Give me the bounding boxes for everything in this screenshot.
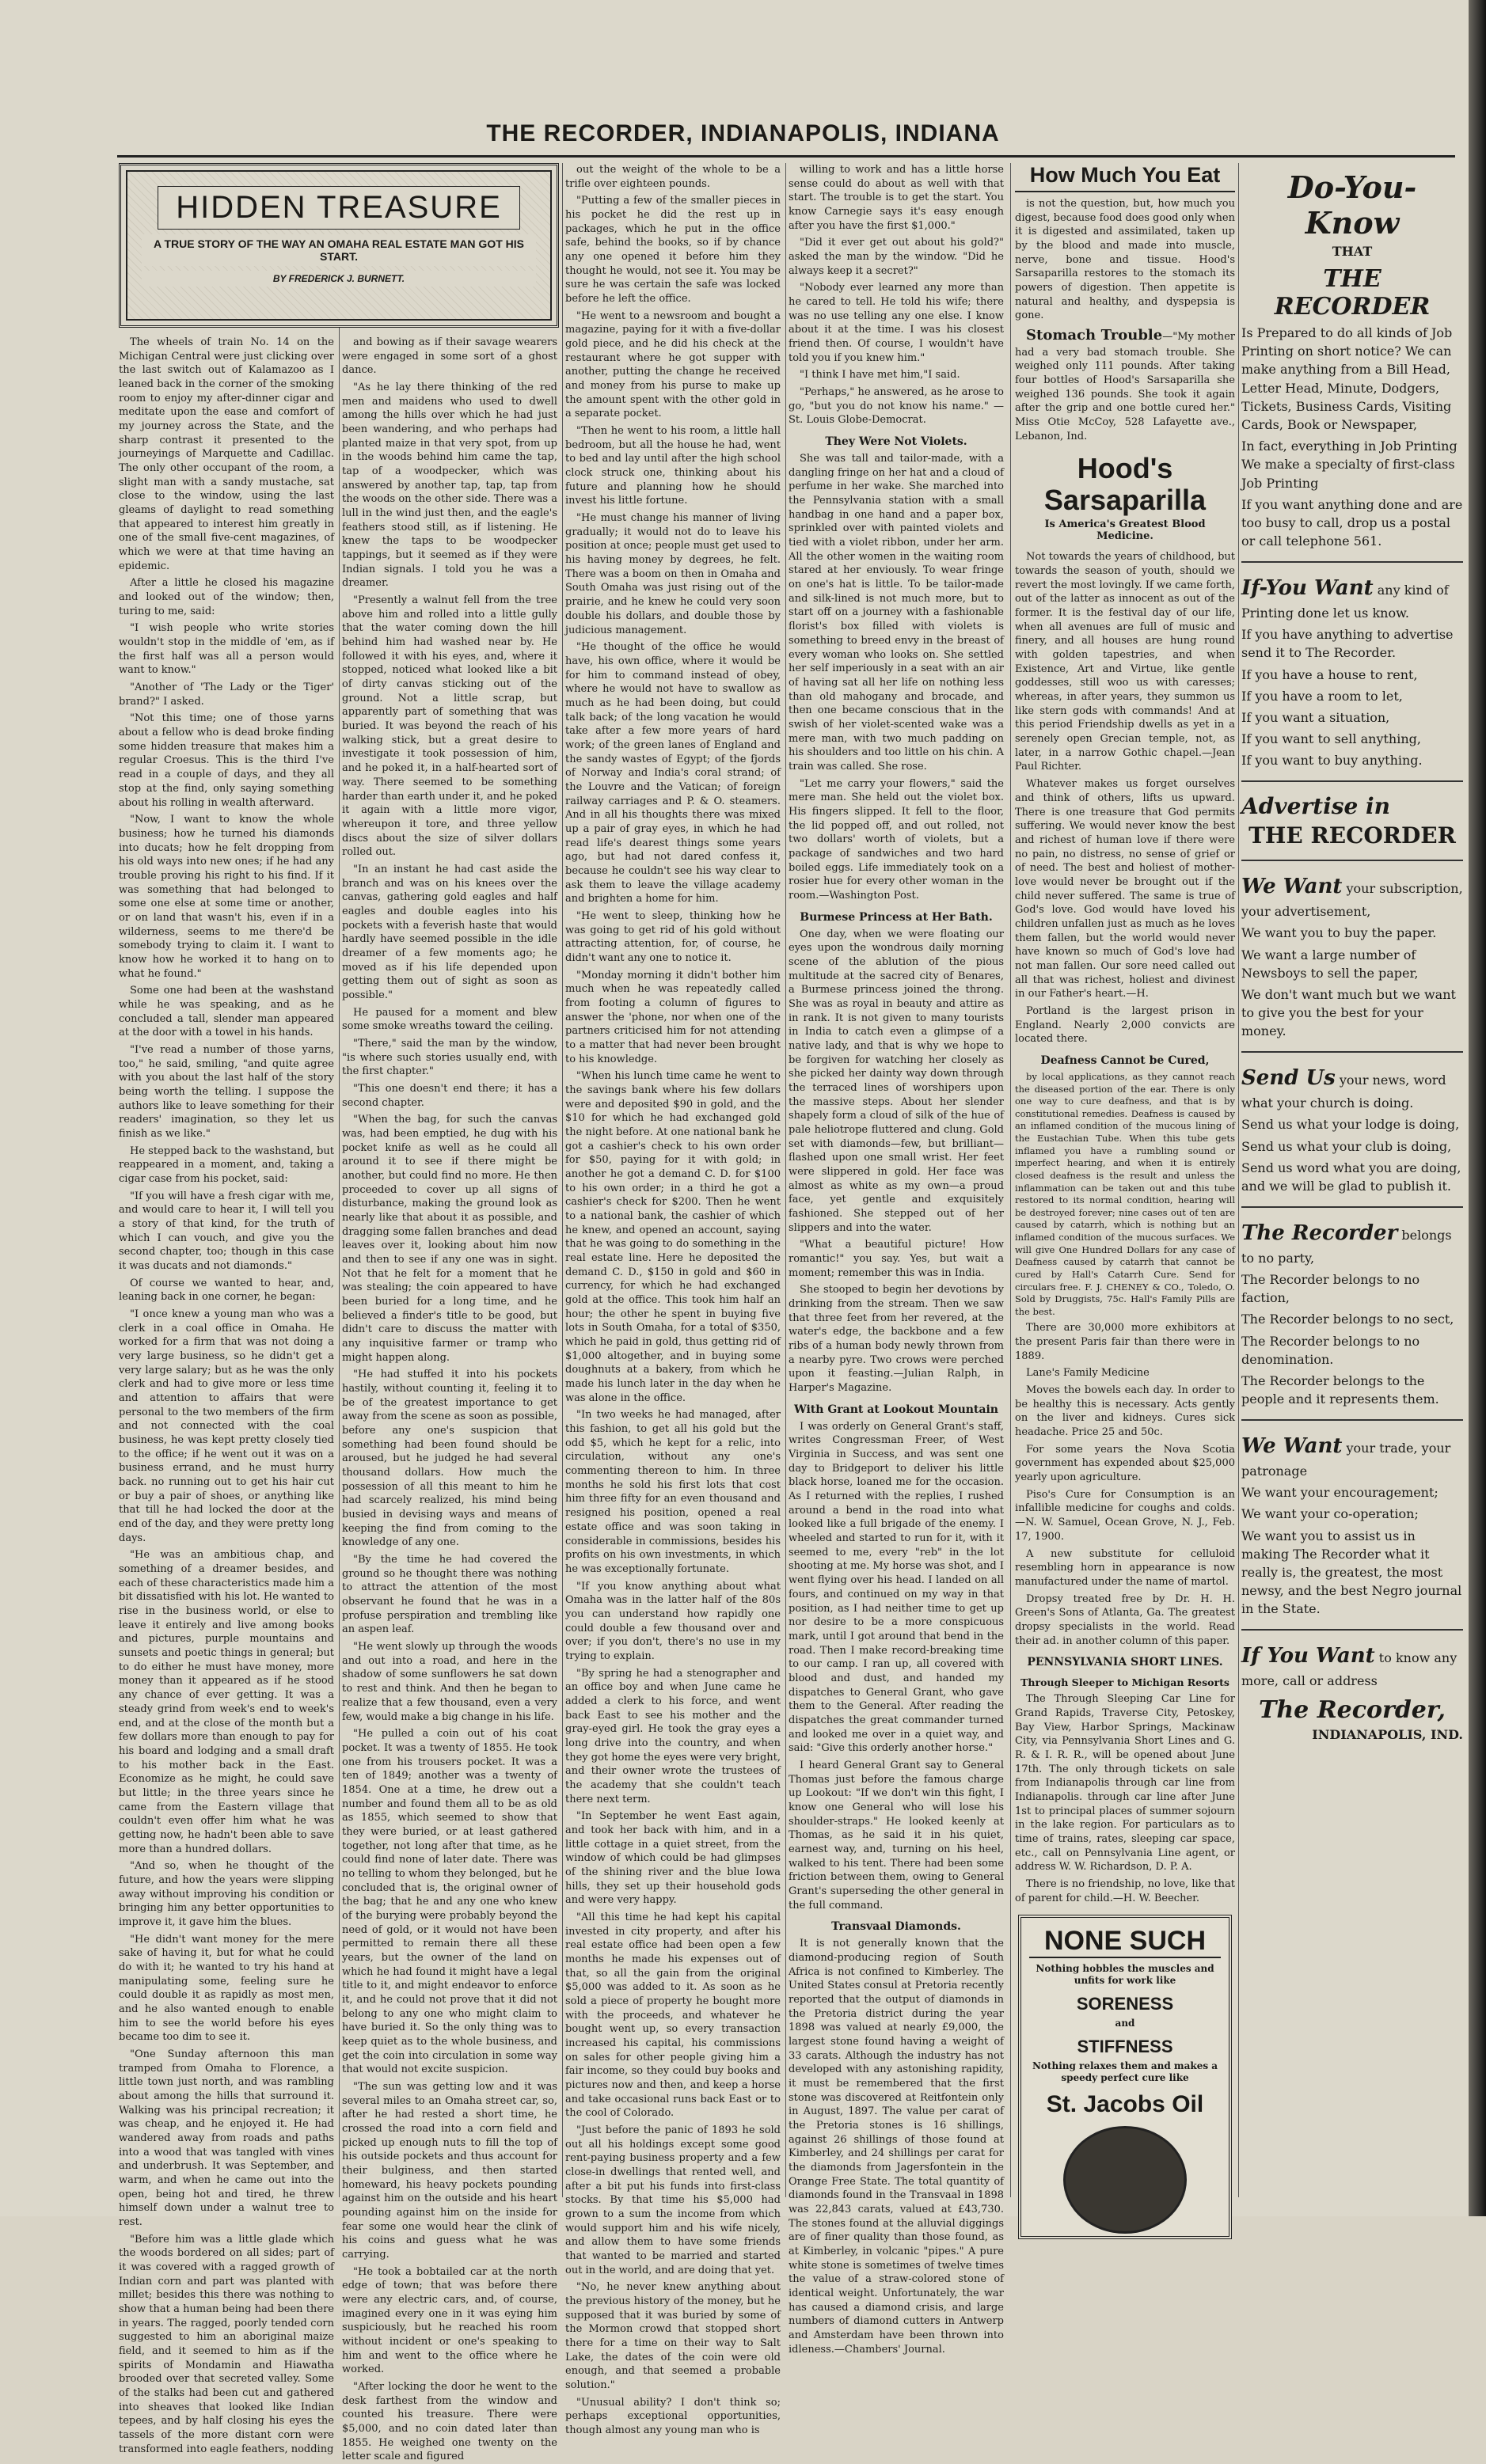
recorder-line: If you have a room to let, bbox=[1241, 688, 1403, 704]
ad-and: and bbox=[1115, 2018, 1135, 2029]
recorder-line: If you have a house to rent, bbox=[1241, 666, 1418, 682]
story-paragraph: "I wish people who write stories wouldn't stop in the middle of 'em, as if the first half was all a person would want to know." bbox=[119, 622, 334, 677]
hoods-text: is not the question, but, how much you digest, because food does good only when it is digested and assimilated, taken up by the blood and made into muscle, nerve, bone and tissue. Hood's Sarsaparilla restores to the stomach its powers of digestion. Then appetite is natural and healthy, and dyspepsia is gone. bbox=[1015, 198, 1235, 322]
story-paragraph: "He went to sleep, thinking how he was going to get rid of his gold without attracting attention, for, of course, he didn't want any one to notice it. bbox=[565, 909, 781, 964]
story-paragraph: "When the bag, for such the canvas was, had been emptied, he dug with his pocket knife as well as he could all around it to see if there might be another, but could find no more. He then proceeded to cover up all signs of disturbance, making the ground look as nearly like that about it as possible, and dragging some fallen branches and dead leaves over it, looking about him now and then to see if any one was in sight. Not that he felt for a moment that he was stealing; the coin appeared to have been buried for a long time, and he believed a finder's title to be good, but didn't care to discuss the matter with any inquisitive farmer or tramp who might happen along. bbox=[342, 1114, 557, 1364]
story-paragraph: Some one had been at the washstand while he was speaking, and as he concluded a tall, slender man appeared at the door with a towel in his hands. bbox=[119, 985, 334, 1039]
recorder-line: The Recorder belongs to no sect, bbox=[1241, 1312, 1454, 1327]
brief-item: For some years the Nova Scotia government has expended about $25,000 yearly upon agriculture. bbox=[1015, 1443, 1235, 1484]
story-paragraph: "Before him was a little glade which the woods bordered on all sides; part of it was covered with a ragged growth of Indian corn and part was planted with millet; besides this there was nothing to show that a human being had been there in years. The ragged, poorly tended corn suggested to him an aboriginal maize field, and it seemed to him as if the spirits of Mondamin and Hiawatha brooded over that secreted valley. Some of the stalks had been cut and gathered into sheaves that looked like Indian tepees, and by half closing his eyes the tassels of the more distant corn were transformed into eagle feathers, nodding bbox=[119, 2233, 334, 2455]
story-paragraph: Of course we wanted to hear, and, leaning back in one corner, he began: bbox=[119, 1277, 334, 1304]
ad-line: Nothing relaxes them and makes a speedy perfect cure like bbox=[1032, 2060, 1218, 2083]
hoods-brand: Hood's Sarsaparilla bbox=[1043, 452, 1207, 516]
story-paragraph: "If you know anything about what Omaha was in the latter half of the 80s you can understand how rapidly one could double a few thousand over and over; if you don't, there's no use in my trying to explain. bbox=[565, 1580, 781, 1662]
story-paragraph: "I think I have met him,"I said. bbox=[800, 369, 960, 382]
story-paragraph: "Putting a few of the smaller pieces in his pocket he did the rest up in packages, which he put in the office safe, behind the books, so if by chance any one opened it before him they thought he would, not see it. You may be sure he was certain the safe was locked before he left the office. bbox=[565, 195, 781, 306]
story-paragraph: "By spring he had a stenographer and an office boy and when June came he added a clerk to his force, and went back East to see his mother and the gray-eyed girl. He took the gray eyes a long drive into the country, and when they got home the eyes were very bright, and their owner wrote the trustees of the academy that she couldn't teach there next term. bbox=[565, 1667, 781, 1805]
recorder-line: Send us word what you are doing, and we will be glad to publish it. bbox=[1241, 1160, 1461, 1194]
story-paragraph: "He didn't want money for the mere sake of having it, but for what he could do with it; he wanted to try his hand at manipulating some, feeling sure he could double it as rapidly as most men, and he also wanted enough to enable him to see the world before his eyes became too dim to see it. bbox=[119, 1933, 334, 2044]
story-paragraph: "Another of 'The Lady or the Tiger' brand?" I asked. bbox=[119, 681, 334, 708]
hoods-testimonial bbox=[1015, 326, 1235, 443]
story-paragraph: "When his lunch time came he went to the savings bank where his few dollars were and deposited $90 in gold, and the $10 for which he had exchanged gold the night before. At one national bank he got a cashier's check to his own order for $50, paying for it with gold; in another he got a demand C. D. for $100 to his own order; in a third he got a cashier's check for $200. Then he went to a national bank, the cashier of which he knew, and opened an account, saying that he was going to do something in the real estate line. Here he deposited the demand C. D., $150 in gold and $60 in currency, for which he had exchanged gold at the office. This took him half an hour; the other he spent in buying five lots in South Omaha, for a total of $350, which he paid in gold, thus getting rid of $1,000 altogether, and in buying some doughnuts at a bakery, from which he made his lunch later in the day when he was alone in the office. bbox=[565, 1070, 781, 1404]
column-2 bbox=[342, 336, 557, 2463]
story-paragraph: "Nobody ever learned any more than he cared to tell. He told his wife; there was no use telling any one else. I know about it at the time. I was his closest friend then. Of course, I wouldn't have told you if you knew him." bbox=[789, 282, 1004, 364]
advertise-heading-2: THE RECORDER bbox=[1248, 822, 1456, 849]
story-paragraph: "He went to a newsroom and bought a magazine, paying for it with a five-dollar gold piece, and he did his check at the restaurant where he got supper with another, putting the change he received and money from his purse to make up the amount spent with the other gold in a separate pocket. bbox=[565, 309, 781, 420]
recorder-line: If you want to buy anything. bbox=[1241, 753, 1423, 769]
article-title: HIDDEN TREASURE bbox=[158, 186, 520, 230]
lead-rest: your news, word what your church is doing. bbox=[1241, 1073, 1446, 1111]
story-paragraph: "This one doesn't end there; it has a second chapter. bbox=[342, 1082, 557, 1109]
article-paragraph: It is not generally known that the diamond-producing region of South Africa is not confined to Kimberley. The United States consul at Pretoria recently reported that the output of diamonds in the Pretoria district during the year 1898 was valued at nearly £9,000, the largest stone found having a weight of 33 carats. Although the industry has not developed with any astonishing rapidity, it must be remembered that the first stone was discovered at Reitfontein only in August, 1897. The value per carat of the Pretoria stones is 16 shillings, against 26 shillings of those found at Kimberley, and 24 shillings per carat for the diamonds from Jagersfontein in the Orange Free State. The total quantity of diamonds found in the Transvaal in 1898 was 22,843 carats, valued at £43,730. The stones found at the alluvial diggings are of finer quality than those found, as at Kimberley, in volcanic "pipes." A pure white stone is sometimes of twelve times the value of a straw-colored stone of identical weight. Unfortunately, the war has caused a diamond crisis, and large numbers of diamond cutters in Antwerp and Amsterdam have been thrown into idleness.—Chambers' Journal. bbox=[789, 1938, 1004, 2356]
recorder-heading: THE RECORDER bbox=[1274, 265, 1431, 321]
recorder-line: We want you to buy the paper. bbox=[1241, 925, 1437, 941]
story-paragraph: "Now, I want to know the whole business; how he turned his diamonds into ducats; how he felt dropping from his old ways into new ones; if he had any trouble proving his right to his find. If it was something that had belonged to some one else at some time or another, or on land that wasn't his, even if in a wilderness, seems to me there'd be somebody trying to claim it. I want to know how he worked it to hang on to what he found." bbox=[119, 814, 334, 980]
masthead-rule bbox=[117, 155, 1455, 158]
story-paragraph: "Just before the panic of 1893 he sold out all his holdings except some good rent-paying business property and a few close-in dwellings that rented well, and after a bit put his funds into first-class stocks. By that time his $5,000 had grown to a sum the income from which would support him and his wife nicely, and allow them to have some friends that wanted to be married and started out in the world, and are doing that yet. bbox=[565, 2124, 781, 2276]
story-paragraph: "He had stuffed it into his pockets hastily, without counting it, feeling it to be of the greatest importance to get away from the scene as soon as possible, before any one's suspicion that something had been found should be aroused, but he judged he had several thousand dollars. How much the possession of all this meant to him he had scarcely realized, his mind being busied in devising ways and means of keeping the find from coming to the knowledge of any one. bbox=[342, 1369, 557, 1549]
article-paragraph: She stooped to begin her devotions by drinking from the stream. Then we saw that three feet from her revered, at the water's edge, the backbone and a few ribs of a human body newly thrown from a nearby pyre. Two crows were perched upon it feasting.—Julian Ralph, in Harper's Magazine. bbox=[789, 1284, 1004, 1395]
story-paragraph: "Monday morning it didn't bother him much when he was repeatedly called from footing a column of figures to answer the 'phone, nor when one of the partners criticised him for not attending to a matter that had never been brought to his knowledge. bbox=[565, 969, 781, 1065]
article-paragraph: She was tall and tailor-made, with a dangling fringe on her hat and a cloud of perfume in her wake. She marched into the Pennsylvania station with a small handbag in one hand and a paper box, sprinkled over with painted violets and tied with a violet ribbon, under her arm. All the other women in the waiting room stared at her enviously. To wear fringe on one's hat is little. To be tailor-made and silk-lined is not much more, but to start off on a journey with a fashionable florist's box filled with violets is something to breed envy in the breast of every woman who looks on. She settled her self imperiously in a seat with an air of having sat all her life on nothing less than old mahogany and brocade, and then one became conscious that in the swish of her violet-scented wake was a mere man, with two much padding on his shoulders and too little on his chin. A train was called. She rose. bbox=[789, 453, 1004, 773]
column-rule bbox=[562, 163, 563, 2197]
story-paragraph: "Then he went to his room, a little hall bedroom, but all the house he had, went to bed and lay until after the high school clock struck one, thinking about his future and planning how he should invest his little fortune. bbox=[565, 425, 781, 507]
lead-rest: any kind of Printing done let us know. bbox=[1241, 583, 1449, 621]
recorder-line: Send us what your lodge is doing, bbox=[1241, 1117, 1460, 1133]
story-paragraph: The wheels of train No. 14 on the Michigan Central were just clicking over the last switch out of Kalamazoo as I leaned back in the corner of the smoking room to enjoy my after-dinner cigar and meditate upon the ease and comfort of my journey across the State, and the sharp contrast it presented to the journeyings of Marquette and Cadillac. The only other occupant of the room, a slight man with a sandy mustache, sat close to the window, using the last gleams of daylight to read something that appeared to interest him greatly in one of the small five-cent magazines, of which we were at that time having an epidemic. bbox=[119, 336, 334, 572]
article-paragraph: Whatever makes us forget ourselves and think of others, lifts us upward. There is one treasure that God permits suffering. We would never know the best and richest of human love if there were no pain, no distress, no sense of grief or of need. The best and holiest of mother-love would never be brought out if the child never suffered. The same is true of God's love. God would have loved his children unfallen just as much as he loves them fallen, but the world would never have known so much of God's love had not man fallen. Our sore need called out all that was richest, holiest and divinest in our Father's heart.—H. bbox=[1015, 778, 1235, 1000]
story-paragraph: "In an instant he had cast aside the branch and was on his knees over the canvas, gathering gold eagles and half eagles and double eagles into his pockets with a feverish haste that would hardly have seemed possible in the idle dreamer of a few moments ago; he moved as if his life depended upon getting them out of sight as soon as possible." bbox=[342, 863, 557, 1001]
story-paragraph: "He pulled a coin out of his coat pocket. It was a twenty of 1855. He took one from his trousers pocket. It was a ten of 1849; another was a twenty of 1854. One at a time, he drew out a number and found them all to be as old as 1855, which seemed to show that they were buried, or at least gathered together, not long after that time, as he could find none of later date. There was no telling to whom they belonged, but he concluded that is, the original owner of the bag; that he and any one who knew of the burying were probably beyond the need of gold, or it would not have been permitted to remain there all these years, but the owner of the land on which he had found it might have a legal title to it, and might endeavor to enforce it, and he could not prove that it did not belong to any one who might claim to have buried it. So the only thing was to keep quiet as to the whole business, and get the coin into circulation in some way that would not excite suspicion. bbox=[342, 1728, 557, 2076]
beecher-quote: There is no friendship, no love, like that of parent for child.—H. W. Beecher. bbox=[1015, 1877, 1235, 1904]
recorder-line: The Recorder belongs to no faction, bbox=[1241, 1271, 1420, 1306]
story-paragraph: He paused for a moment and blew some smoke wreaths toward the ceiling. bbox=[342, 1006, 557, 1033]
story-paragraph: "By the time he had covered the ground so he thought there was nothing to attract the attention of the most observant he found that he was in a profuse perspiration and trembling like an aspen leaf. bbox=[342, 1554, 557, 1636]
article-subtitle: A TRUE STORY OF THE WAY AN OMAHA REAL ESTATE MAN GOT HIS START. bbox=[142, 234, 536, 266]
article-subheading: Through Sleeper to Michigan Resorts bbox=[1020, 1676, 1229, 1689]
recorder-ad-column bbox=[1241, 163, 1463, 2204]
story-paragraph: "Presently a walnut fell from the tree above him and rolled into a little gully that the water coming down the hill behind him had washed near by. He followed it with his eyes, and, where it stopped, noticed what looked like a bit of dirty canvas sticking out of the ground. Not a little scrap, but apparently part of something that was buried. It was beyond the reach of his walking stick, but a great desire to investigate it took possession of him, and he poked it, in a half-hearted sort of way. There seemed to be something harder than earth under it, and he poked it again with a little more vigor, whereupon it tore, and three yellow discs about the size of silver dollars rolled out. bbox=[342, 594, 557, 859]
article-heading: With Grant at Lookout Mountain bbox=[794, 1403, 998, 1416]
bottle-logo-icon bbox=[1063, 2126, 1187, 2234]
pennsylvania-text: The Through Sleeping Car Line for Grand Rapids, Traverse City, Petoskey, Bay View, Harbor Springs, Mackinaw City, via Pennsylvania Short Lines and G. R. & I. R. R., will be opened about June 17th. The only through tickets on sale from Indianapolis through car line from Indianapolis. through car line after June 1st to principal places of summer sojourn in the lake region. For particulars as to time of trains, rates, sleeping car space, etc., call on Pennsylvania Line agent, or address W. W. Richardson, D. P. A. bbox=[1015, 1693, 1235, 1874]
stomach-heading: Stomach Trouble bbox=[1026, 327, 1163, 344]
hoods-headline: How Much You Eat bbox=[1015, 163, 1235, 192]
recorder-line: If you want to sell anything, bbox=[1241, 731, 1421, 747]
brief-item: Piso's Cure for Consumption is an infallible medicine for coughs and colds.—N. W. Samuel, Ocean Grove, N. J., Feb. 17, 1900. bbox=[1015, 1488, 1235, 1543]
column-rule bbox=[1238, 163, 1239, 2197]
story-paragraph: "He went slowly up through the woods and out into a road, and here in the shadow of some sunflowers he sat down to rest and think. And then he began to realize that a few thousand, even a very few, would make a big change in his life. bbox=[342, 1641, 557, 1723]
story-paragraph: "Perhaps," he answered, as he arose to go, "but you do not know his name." —St. Louis Globe-Democrat. bbox=[789, 386, 1004, 427]
story-paragraph: "There," said the man by the window, "is where such stories usually end, with the first chapter." bbox=[342, 1037, 557, 1078]
story-paragraph: "In two weeks he had managed, after this fashion, to get all his gold but the odd $5, which he kept for a relic, into circulation, without any one's commenting thereon to him. In three months he sold his first lots that cost him three fifty for an even thousand and resigned his position, opened a real estate office and was soon taking in considerable in commissions, besides his profits on his own investments, in which he was exceptionally fortunate. bbox=[565, 1409, 781, 1575]
article-heading: Burmese Princess at Her Bath. bbox=[800, 910, 993, 924]
story-paragraph: "One Sunday afternoon this man tramped from Omaha to Florence, a little town just north, and was rambling about among the hills that surround it. Walking was his principal recreation; it was cheap, and he enjoyed it. He had wandered away from roads and paths into a wood that was tangled with vines and underbrush. It was September, and warm, and when he came out into the open, being hot and tired, he threw himself down under a walnut tree to rest. bbox=[119, 2048, 334, 2229]
article-byline: BY FREDERICK J. BURNETT. bbox=[142, 271, 536, 287]
column-rule bbox=[339, 163, 340, 2197]
lead-rest: your trade, your patronage bbox=[1241, 1441, 1451, 1479]
do-you-know-heading: Do-You-Know bbox=[1287, 169, 1417, 241]
column-rule bbox=[1010, 163, 1011, 2197]
masthead: THE RECORDER, INDIANAPOLIS, INDIANA bbox=[486, 120, 1000, 146]
ad-stiffness: STIFFNESS bbox=[1077, 2037, 1173, 2057]
story-paragraph: "And so, when he thought of the future, and how the years were slipping away without improving his condition or bringing him any better opportunities to improve it, it gave him the blues. bbox=[119, 1860, 334, 1928]
story-paragraph: "Not this time; one of those yarns about a fellow who is dead broke finding some hidden treasure that makes him a regular Croesus. This is the third I've read in a couple of days, and they all stop at the find, only saying something about his rolling in wealth afterward. bbox=[119, 712, 334, 809]
ad-brand: St. Jacobs Oil bbox=[1046, 2091, 1204, 2118]
we-want-heading: We Want bbox=[1241, 875, 1343, 899]
recorder-line: The Recorder belongs to the people and it represents them. bbox=[1241, 1372, 1439, 1407]
page-edge-shadow bbox=[1469, 0, 1486, 2216]
recorder-line: We don't want much but we want to give you the best for your money. bbox=[1241, 986, 1456, 1039]
article-paragraph: "Let me carry your flowers," said the mere man. She held out the violet box. His fingers slipped. It fell to the floor, the lid popped off, and out rolled, not two dollars' worth of violets, but a package of sandwiches and two hard boiled eggs. Life immediately took on a rosier hue for every other woman in the room.—Washington Post. bbox=[789, 777, 1004, 902]
brief-item: Lane's Family Medicine bbox=[1026, 1367, 1150, 1380]
recorder-city: INDIANAPOLIS, IND. bbox=[1312, 1727, 1463, 1743]
article-paragraph: Portland is the largest prison in England. Nearly 2,000 convicts are located there. bbox=[1015, 1004, 1235, 1046]
brief-item: Dropsy treated free by Dr. H. H. Green's Sons of Atlanta, Ga. The greatest dropsy specialists in the world. Read their ad. in another column of this paper. bbox=[1015, 1593, 1235, 1647]
story-paragraph: "He took a bobtailed car at the north edge of town; that was before there were any electric cars, and, of course, imagined every one in it was eying him suspiciously, but he reached his room without incident or one's speaking to him and went to the office where he worked. bbox=[342, 2265, 557, 2376]
recorder-line: We want a large number of Newsboys to sell the paper, bbox=[1241, 947, 1419, 981]
recorder-line: Is Prepared to do all kinds of Job Printing on short notice? We can make anything from a Bill Head, Letter Head, Minute, Dodgers, Tickets, Business Cards, Visiting Cards, Book or Newspaper, bbox=[1241, 325, 1453, 432]
story-paragraph: "He thought of the office he would have, his own office, where it would be for him to command instead of obey, where he would not have to swallow as much as he had been doing, but could talk back; of the long vacation he would take after a few more years of hard work; of the green lanes of England and the sandy wastes of Egypt; of the fjords of Norway and India's coral strand; of the Louvre and the Vatican; of foreign railway carriages and P. & O. steamers. And in all his thoughts there was mixed up a pair of gray eyes, in which he had read life's dearest things some years ago, but had not dared confess it, because he couldn't see his way clear to ask them to leave the village academy and brighten a home for him. bbox=[565, 641, 781, 905]
lead-rest: your subscription, your advertisement, bbox=[1241, 881, 1463, 920]
column-3 bbox=[565, 163, 781, 2437]
story-paragraph: "In September he went East again, and took her back with him, and in a little cottage in a quiet street, from the window of which could be had glimpses of the shining river and the blue Iowa hills, they set up their household gods and were very happy. bbox=[565, 1810, 781, 1907]
st-jacobs-oil-ad bbox=[1018, 1915, 1232, 2239]
ad-line: Nothing hobbles the muscles and unfits for work like bbox=[1036, 1963, 1214, 1986]
deafness-text: by local applications, as they cannot reach the diseased portion of the ear. There is only one way to cure deafness, and that is by constitutional remedies. Deafness is caused by an inflamed condition of the mucous lining of the Eustachian Tube. When this tube gets inflamed you have a rumbling sound or imperfect hearing, and when it is entirely closed deafness is the result and unless the inflammation can be taken out and this tube restored to its normal condition, hearing will be destroyed forever; nine cases out of ten are caused by catarrh, which is nothing but an inflamed condition of the mucous surfaces. We will give One Hundred Dollars for any case of Deafness caused by catarrh that cannot be cured by Hall's Catarrh Cure. Send for circulars free. F. J. CHENEY & CO., Toledo, O. Sold by Druggists, 75c. Hall's Family Pills are the best. bbox=[1015, 1070, 1235, 1317]
that-label: THAT bbox=[1332, 244, 1373, 259]
recorder-line: If you have anything to advertise send it to The Recorder. bbox=[1241, 627, 1454, 661]
story-paragraph: "No, he never knew anything about the previous history of the money, but he supposed that it was buried by some of the Mormon crowd that stopped short there for a time on their way to Salt Lake, the dates of the coin were old enough, and that seemed a probable solution." bbox=[565, 2281, 781, 2392]
if-you-want-heading-2: If You Want bbox=[1241, 1644, 1375, 1669]
recorder-line: We want you to assist us in making The Recorder what it really is, the greatest, the most newsy, and the best Negro journal in the State. bbox=[1241, 1528, 1462, 1617]
ad-soreness: SORENESS bbox=[1076, 1994, 1174, 2014]
article-paragraph: Not towards the years of childhood, but towards the season of youth, should we revert the most lovingly. If we came forth, out of the latter as innocent as out of the former. It is the festival day of our life, when all avenues are full of music and finery, and all houses are hung round with golden tapestries, and when Existence, Art and Virtue, like gentle goddesses, still woo us with caresses; whereas, in after years, they summon us like stern gods with commands! And at this period Friendship dwells as yet in a serenely open Grecian temple, not, as later, in a narrow Gothic chapel.—Jean Paul Richter. bbox=[1015, 551, 1235, 773]
recorder-line: Send us what your club is doing, bbox=[1241, 1138, 1452, 1154]
story-paragraph: "Unusual ability? I don't think so; perhaps exceptional opportunities, though almost any young man who is bbox=[565, 2396, 781, 2437]
column-5 bbox=[1015, 163, 1235, 2204]
send-us-heading: Send Us bbox=[1241, 1066, 1336, 1091]
recorder-line: The Recorder belongs to no denomination. bbox=[1241, 1333, 1420, 1367]
article-heading: PENNSYLVANIA SHORT LINES. bbox=[1027, 1656, 1223, 1669]
hidden-treasure-heading-box bbox=[119, 163, 559, 328]
story-paragraph: "The sun was getting low and it was several miles to an Omaha street car, so, after he had rested a short time, he crossed the road into a corn field and picked up enough nuts to fill the top of his outside pockets and thus account for their bulginess, and then started homeward, his heavy pockets pounding against him on the outside and his heart pounding against him on the inside for fear some one would hear the clink of his coins and guess what he was carrying. bbox=[342, 2080, 557, 2261]
column-4 bbox=[789, 163, 1004, 2356]
the-recorder-heading: The Recorder bbox=[1241, 1221, 1398, 1246]
if-you-want-heading: If-You Want bbox=[1241, 576, 1374, 601]
story-paragraph: "If you will have a fresh cigar with me, and would care to hear it, I will tell you a story of that kind, for the truth of which I can vouch, and give you the second chapter, too; though in this case it was ducats and not diamonds." bbox=[119, 1190, 334, 1272]
story-paragraph: After a little he closed his magazine and looked out of the window; then, turing to me, said: bbox=[119, 577, 334, 617]
story-paragraph: willing to work and has a little horse sense could do about as well with that start. The trouble is to get the start. You know Carnegie says it's easy enough after you have the first $1,000." bbox=[789, 164, 1004, 232]
advertise-heading: Advertise in bbox=[1241, 793, 1391, 820]
hoods-tagline: Is America's Greatest Blood Medicine. bbox=[1044, 518, 1206, 543]
article-paragraph: I was orderly on General Grant's staff, writes Congressman Freer, of West Virginia in Success, and was sent one day to Bridgeport to deliver his little black horse, loaned me for the occasion. As I returned with the replies, I rushed around a bend in the road into what looked like a full brigade of the enemy. I wheeled and started to run for it, with it seemed to me, every "reb" in the lot shooting at me. My horse was shot, and I went flying over his head. I landed on all fours, and continued on my way in that position, as I had neither time to get up nor desire to be a more conspicuous mark, until I got around that bend in the road. Then I make record-breaking time to our camp. I ran up, all covered with blood and dust, and handed my dispatches to General Grant, who gave them to the General. After reading the dispatches the great commander turned and looked me over in a quiet way, and said: "Give this orderly another horse." bbox=[789, 1420, 1004, 1755]
story-paragraph: "I once knew a young man who was a clerk in a coal office in Omaha. He worked for a firm that was not doing a very large business, so he didn't get a very large salary; but as he was the only clerk and had to give more or less time and attention to affairs that were personal to the two members of the firm and not connected with the coal business, he was kept pretty closely tied to the office; if he went out it was on a business errand, and he must hurry back. no running out to get his hair cut or buy a pair of shoes, or anything like that till he had locked the door at the end of the day, and they were pretty long days. bbox=[119, 1308, 334, 1544]
story-paragraph: "He must change his manner of living gradually; it would not do to leave his position at once; people must get used to his having money by degrees, he felt. There was a boom on then in Omaha and South Omaha was just rising out of the prairie, and he knew he could very soon double his dollars, and double those by judicious management. bbox=[565, 512, 781, 636]
recorder-line: In fact, everything in Job Printing We make a specialty of first-class Job Printing bbox=[1241, 439, 1457, 491]
story-paragraph: out the weight of the whole to be a trifle over eighteen pounds. bbox=[565, 164, 781, 190]
brief-item: There are 30,000 more exhibitors at the present Paris fair than there were in 1889. bbox=[1015, 1322, 1235, 1362]
recorder-footer: The Recorder, bbox=[1259, 1696, 1446, 1725]
article-paragraph: I heard General Grant say to General Thomas just before the famous charge up Lookout: "If we don't win this fight, I know one General who will lose his shoulder-straps." He looked keenly at Thomas, as he said it in his quiet, earnest way, and, turning on his heel, walked to his tent. There had been some friction between them, owing to General Grant's superseding the other general in the full command. bbox=[789, 1759, 1004, 1912]
story-paragraph: He stepped back to the washstand, but reappeared in a moment, and, taking a cigar case from his pocket, said: bbox=[119, 1145, 334, 1185]
story-paragraph: "All this time he had kept his capital invested in city property, and after his real estate office had been open a few months he made his expenses out of that, so all the gain from the original $5,000 was added to it. As soon as he sold a piece of property he bought more with the proceeds, and whatever he bought went up, so every transaction increased his capital, his commissions on sales for other people giving him a fair income, so they could buy books and pictures now and then, and keep a horse and take occasional runs back East or to the cool of Colorado. bbox=[565, 1911, 781, 2120]
recorder-line: If you want a situation, bbox=[1241, 709, 1390, 725]
lead-rest: to know any more, call or address bbox=[1241, 1650, 1457, 1689]
column-1 bbox=[119, 336, 334, 2455]
recorder-line: If you want anything done and are too busy to call, drop us a postal or call telephone 561. bbox=[1241, 496, 1463, 549]
brief-item: Moves the bowels each day. In order to be healthy this is necessary. Acts gently on the liver and kidneys. Cures sick headache. Price 25 and 50c. bbox=[1015, 1384, 1235, 1439]
story-paragraph: "I've read a number of those yarns, too," he said, smiling, "and quite agree with you about the last half of the story being worth the telling. I suppose the authors like to leave something for their readers' imagination, so they let us finish as we like." bbox=[119, 1043, 334, 1140]
we-want-heading-2: We Want bbox=[1241, 1434, 1343, 1459]
testimonial-text: —"My mother had a very bad stomach trouble. She weighed only 111 pounds. After taking four bottles of Hood's Sarsaparilla she weighed 136 pounds. She took it again after the grip and one bottle cured her." Miss Otie McCoy, 528 Lafayette ave., Lebanon, Ind. bbox=[1015, 331, 1235, 442]
article-heading: Transvaal Diamonds. bbox=[831, 1920, 961, 1934]
column-rule bbox=[785, 163, 786, 2197]
story-paragraph: and bowing as if their savage wearers were engaged in some sort of a ghost dance. bbox=[342, 336, 557, 377]
article-heading: Deafness Cannot be Cured, bbox=[1040, 1054, 1210, 1067]
story-paragraph: "He was an ambitious chap, and something of a dreamer besides, and each of these characteristics made him a bit dissatisfied with his lot. He wanted to rise in the business world, or else to leave it entirely and live among books and pictures, purple mountains and sunsets and poetic things in general; but to do either he must have money, more money than it appeared as if he stood any chance of ever getting. It was a steady grind from week's end to week's end, and at the close of the month but a few dollars more than enough to pay for his board and lodging and a small draft to his mother back in the East. Economize as he might, he could save but little; in the three years since he came from the Eastern village that couldn't even offer him what he was getting now, he hadn't been able to save more than a hundred dollars. bbox=[119, 1549, 334, 1855]
brief-item: A new substitute for celluloid resembling horn in appearance is now manufactured under the name of martol. bbox=[1015, 1547, 1235, 1588]
article-paragraph: "What a beautiful picture! How romantic!" you say. Yes, but wait a moment; remember this was in India. bbox=[789, 1239, 1004, 1279]
article-heading: They Were Not Violets. bbox=[825, 435, 967, 449]
recorder-line: We want your encouragement; bbox=[1241, 1485, 1438, 1501]
lead-rest: belongs to no party, bbox=[1241, 1228, 1452, 1266]
ad-title: NONE SUCH bbox=[1029, 1926, 1221, 1958]
story-paragraph: "As he lay there thinking of the red men and maidens who used to dwell among the hills over which he had just been wandering, and who perhaps had planted maize in that very spot, from up in the woods behind him came the tap, tap of a woodpecker, which was answered by another tap, tap, tap from the woods on the other side. There was a lull in the wind just then, and the eagle's feathers stood still, as if listening. He knew the taps to be woodpecker tappings, but it seemed as if they were Indian signals. I told you he was a dreamer. bbox=[342, 382, 557, 590]
recorder-line: We want your co-operation; bbox=[1241, 1506, 1419, 1522]
story-paragraph: "After locking the door he went to the desk farthest from the window and counted his treasure. There were $5,000, and no coin dated later than 1855. He weighed one twenty on the letter scale and figured bbox=[342, 2381, 557, 2463]
story-paragraph: "Did it ever get out about his gold?" asked the man by the window. "Did he always keep it a secret?" bbox=[789, 237, 1004, 277]
article-paragraph: One day, when we were floating our eyes upon the wondrous daily morning scene of the ablution of the pious multitude at the sacred city of Benares, a Burmese princess joined the throng. She was as royal in beauty and attire as in rank. It is not given to many tourists in India to catch even a glimpse of a native lady, and that is why we hope to be forgiven for watching her closely as she picked her dainty way down through the terraced lines of worshipers upon the massive steps. About her slender shapely form a cloud of silk of the hue of pale heliotrope fluttered and clung. Gold set with diamonds—few, but brilliant—flashed upon one small wrist. Her feet were slippered in gold. Her face was almost as white as my own—a proud face, yet gentle and exquisitely fashioned. She stepped out of her slippers and into the water. bbox=[789, 928, 1004, 1234]
